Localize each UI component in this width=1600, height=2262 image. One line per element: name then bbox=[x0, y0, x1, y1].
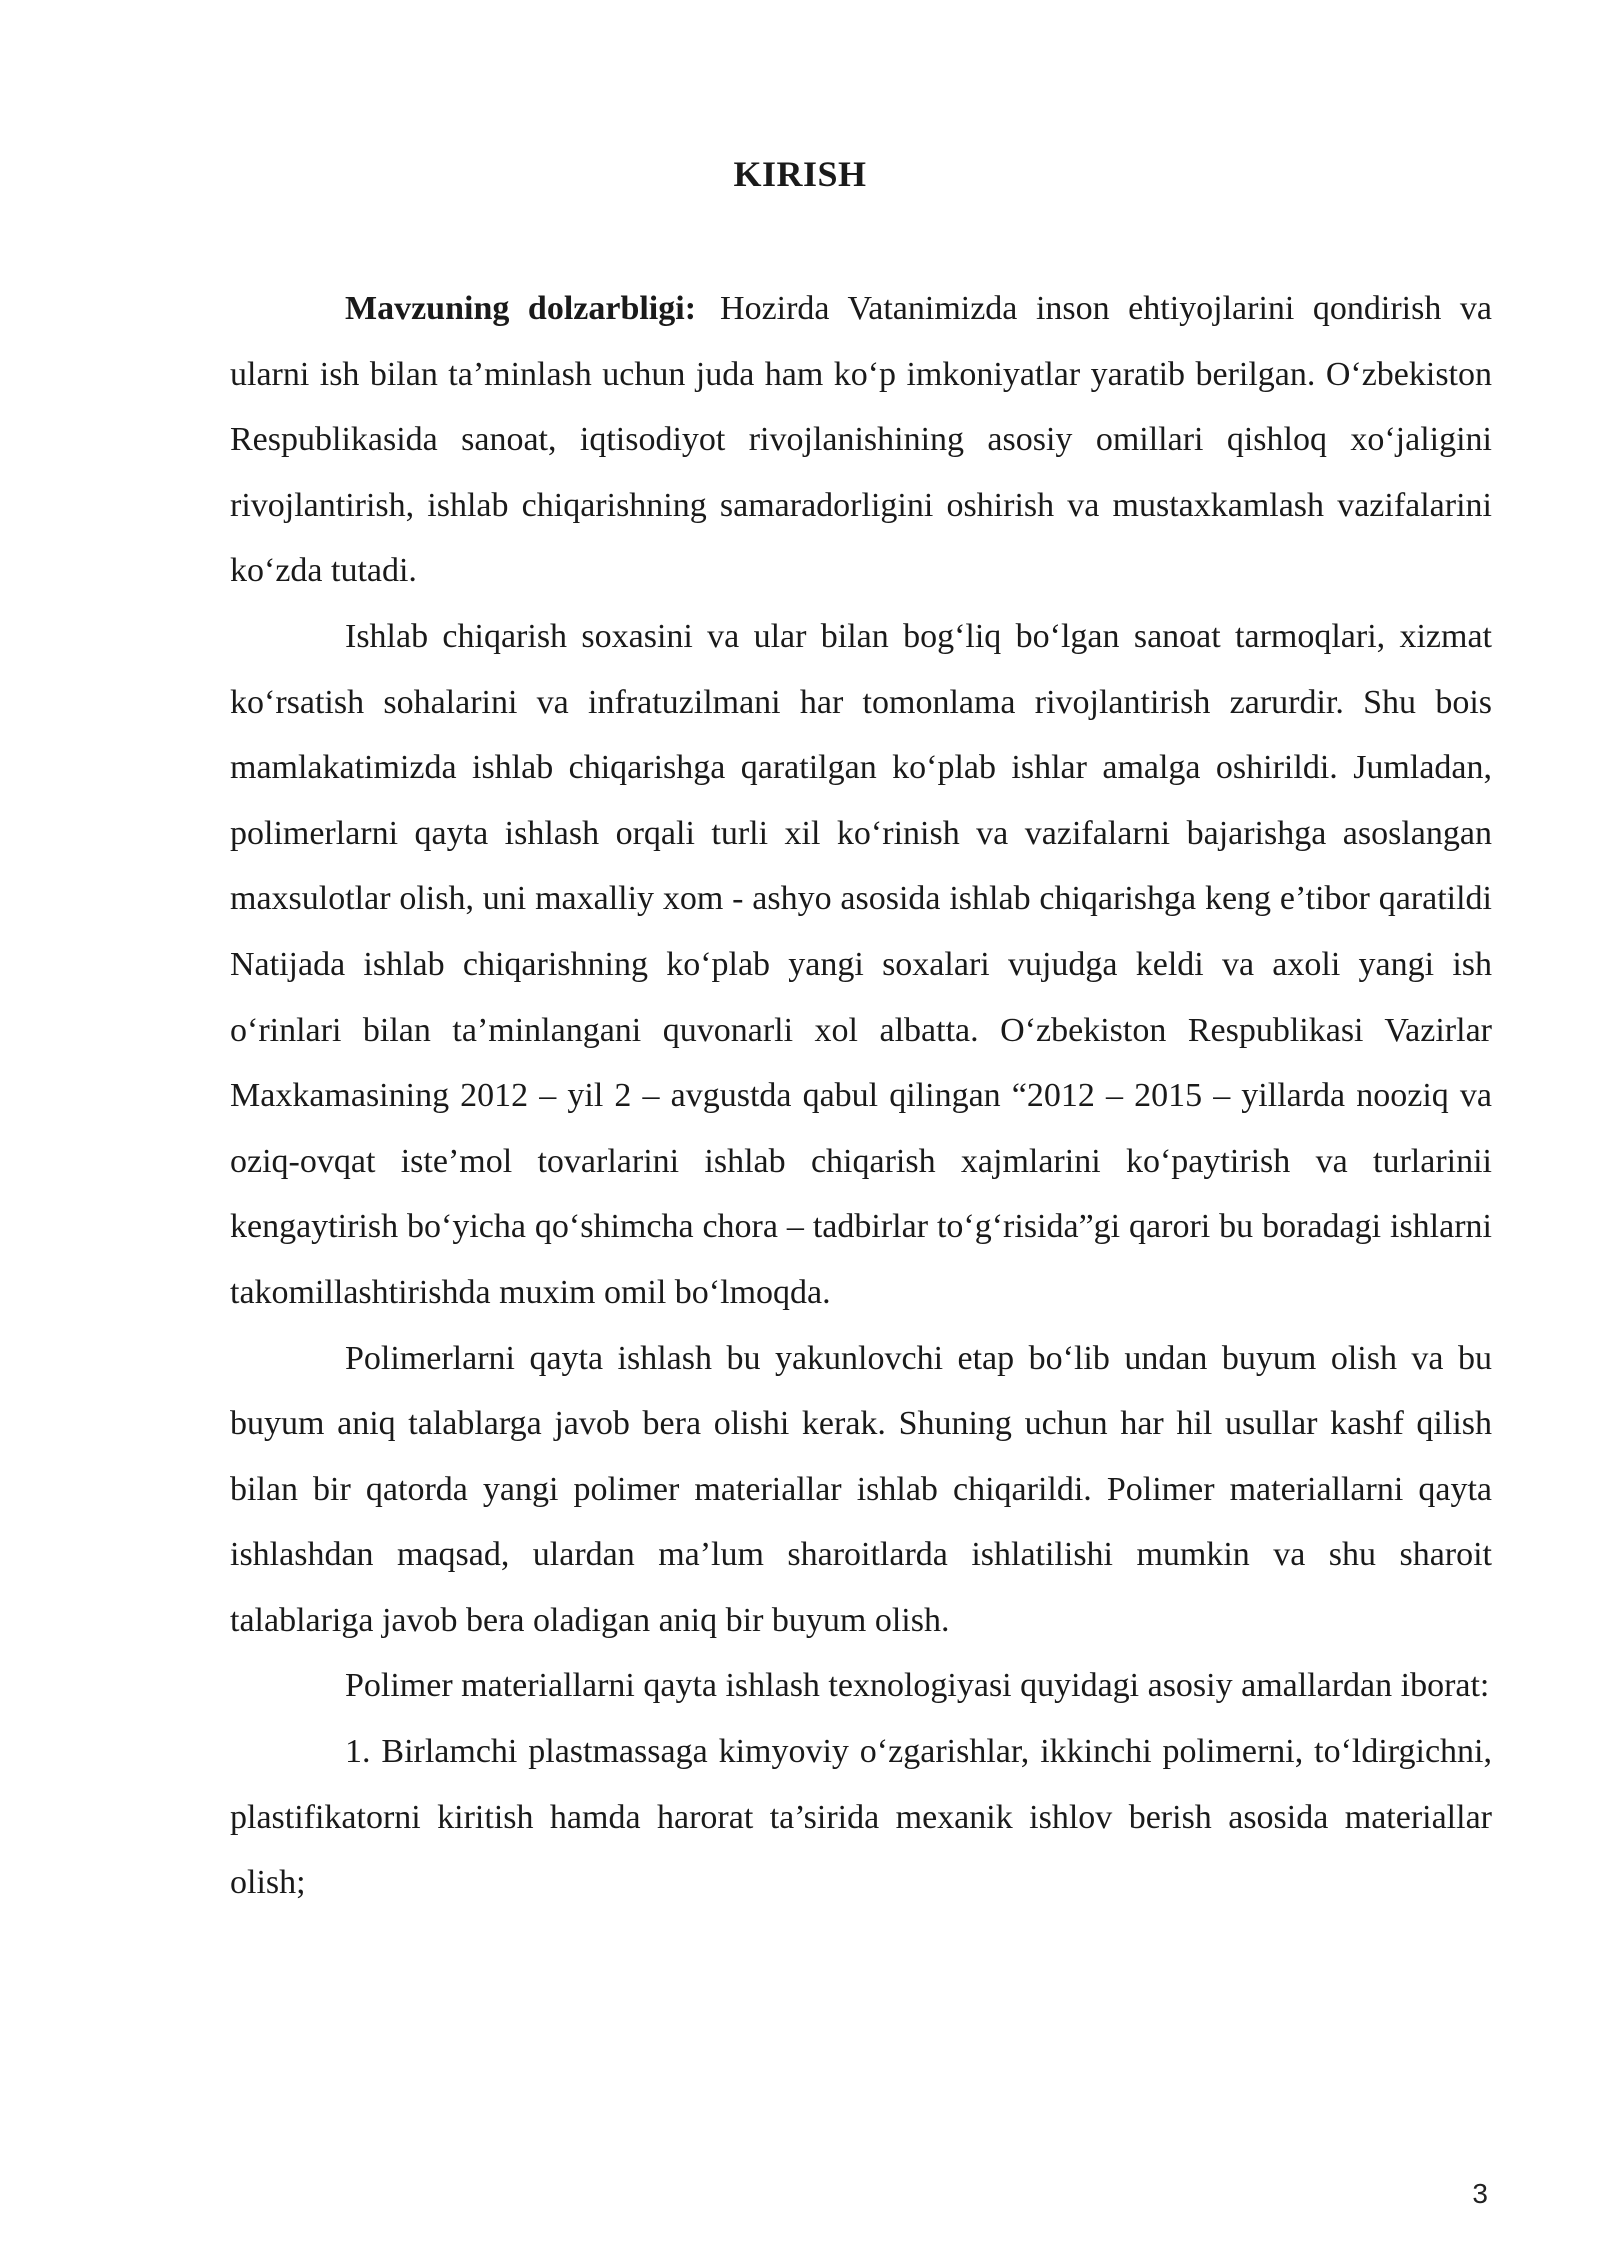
page-title: KIRISH bbox=[733, 154, 867, 194]
paragraph-list-item-1 bbox=[230, 1719, 1492, 1916]
paragraph-text: Polimerlarni qayta ishlash bu yakunlovchi etap bo‘lib undan buyum olish va bu buyum aniq talablarga javob bera olishi kerak. Shuning uchun har hil usullar kashf qilish bilan bir qatorda yangi polimer materiallar ishlab chiqarildi. Polimer materiallarni qayta ishlashdan maqsad, ulardan ma’lum sharoitlarda ishlatilishi mumkin va shu sharoit talablariga javob bera oladigan aniq bir buyum olish. bbox=[230, 1339, 1492, 1639]
paragraph-text: Hozirda Vatanimizda inson ehtiyojlarini qondirish va ularni ish bilan ta’minlash uchun juda ham ko‘p imkoniyatlar yaratib berilgan. O‘zbekiston Respublikasida sanoat, iqtisodiyot rivojlanishining asosiy omillari qishloq xo‘jaligini rivojlantirish, ishlab chiqarishning samaradorligini oshirish va mustaxkamlash vazifalarini ko‘zda tutadi. bbox=[230, 290, 1492, 590]
paragraph-technology-intro bbox=[230, 1653, 1492, 1719]
paragraph-polymer-processing bbox=[230, 1326, 1492, 1654]
paragraph-lead: Mavzuning dolzarbligi: bbox=[345, 290, 697, 327]
paragraph-text: Polimer materiallarni qayta ishlash texnologiyasi quyidagi asosiy amallardan iborat: bbox=[345, 1667, 1490, 1705]
paragraph-production bbox=[230, 604, 1492, 1326]
paragraph-relevance bbox=[230, 276, 1492, 604]
body-text bbox=[230, 276, 1492, 1916]
paragraph-text: 1. Birlamchi plastmassaga kimyoviy o‘zgarishlar, ikkinchi polimerni, to‘ldirgichni, plastifikatorni kiritish hamda harorat ta’sirida mexanik ishlov berish asosida materiallar olish; bbox=[230, 1733, 1492, 1902]
paragraph-text: Ishlab chiqarish soxasini va ular bilan bog‘liq bo‘lgan sanoat tarmoqlari, xizmat ko‘rsatish sohalarini va infratuzilmani har tomonlama rivojlantirish zarurdir. Shu bois mamlakatimizda ishlab chiqarishga qaratilgan ko‘plab ishlar amalga oshirildi. Jumladan, polimerlarni qayta ishlash orqali turli xil ko‘rinish va vazifalarni bajarishga asoslangan maxsulotlar olish, uni maxalliy xom - ashyo asosida ishlab chiqarishga keng e’tibor qaratildi Natijada ishlab chiqarishning ko‘plab yangi soxalari vujudga keldi va axoli yangi ish o‘rinlari bilan ta’minlangani quvonarli xol albatta. O‘zbekiston Respublikasi Vazirlar Maxkamasining 2012 – yil 2 – avgustda qabul qilingan “2012 – 2015 – yillarda nooziq va oziq-ovqat iste’mol tovarlarini ishlab chiqarish xajmlarini ko‘paytirish va turlarinii kengaytirish bo‘yicha qo‘shimcha chora – tadbirlar to‘g‘risida”gi qarori bu boradagi ishlarni takomillashtirishda muxim omil bo‘lmoqda. bbox=[230, 617, 1492, 1311]
page-number: 3 bbox=[1472, 2178, 1488, 2209]
